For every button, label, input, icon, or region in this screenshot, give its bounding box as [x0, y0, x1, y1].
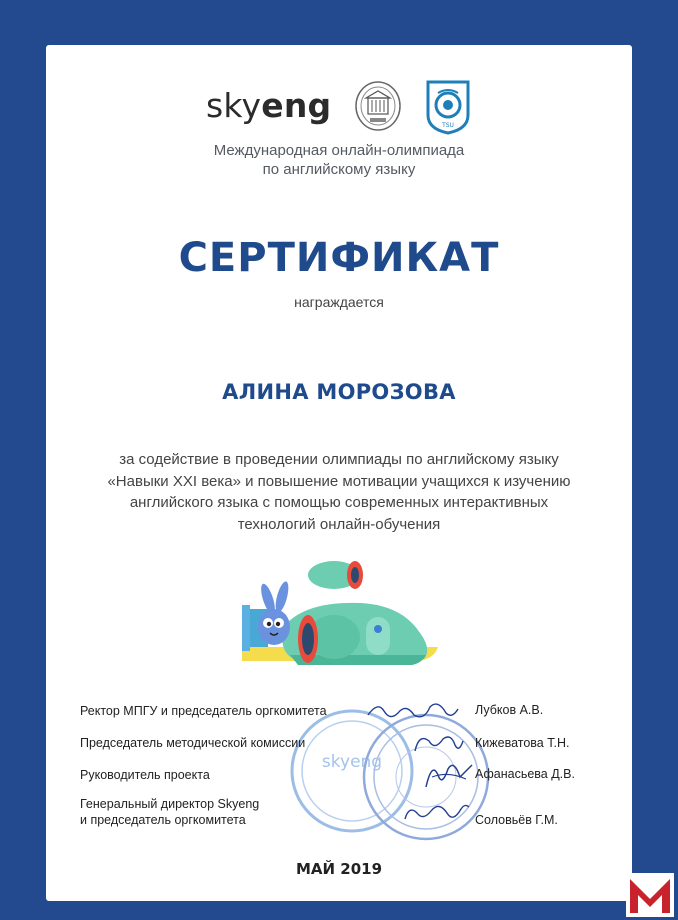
stamp-text: skyeng	[321, 752, 383, 772]
signature-solovyov	[401, 797, 471, 827]
certificate-date: МАЙ 2019	[295, 860, 383, 878]
skyeng-logo	[206, 86, 331, 125]
signature-lubkov	[366, 697, 461, 725]
signatory-name: Лубков А.В.	[475, 703, 544, 717]
olympiad-line-1: Международная онлайн-олимпиада	[213, 142, 465, 159]
reason-line: английского языка с помощью современных интерактивных	[129, 494, 549, 511]
signatory-role-line-2: и председатель оргкомитета	[80, 812, 246, 827]
signatory-role: Руководитель проекта	[80, 768, 210, 782]
recipient-name: АЛИНА МОРОЗОВА	[222, 380, 456, 404]
signatory-role: Ректор МПГУ и председатель оргкомитета	[80, 704, 327, 718]
olympiad-subtitle	[46, 141, 632, 179]
award-reason	[76, 449, 602, 535]
certificate-title: СЕРТИФИКАТ	[178, 235, 500, 281]
certificate-sheet	[46, 45, 632, 901]
skyeng-logo-bold: eng	[261, 86, 332, 125]
signatory-role-line-1: Генеральный директор Skyeng	[80, 797, 260, 811]
bunny-airplane-illustration	[242, 555, 438, 680]
olympiad-line-2: по английскому языку	[262, 161, 416, 178]
tsu-logo-text: TSU	[442, 122, 454, 129]
reason-line: технологий онлайн-обучения	[237, 515, 441, 533]
signatory-name: Кижеватова Т.Н.	[475, 736, 570, 750]
signatory-role	[80, 797, 259, 828]
awarded-label: награждается	[294, 294, 384, 310]
reason-line: «Навыки XXI века» и повышение мотивации учащихся к изучению	[107, 472, 571, 490]
logo-row	[46, 78, 632, 138]
signatory-role: Председатель методической комиссии	[80, 736, 306, 750]
signature-afanasyeva	[418, 757, 478, 791]
signature-kizhevatova	[411, 731, 466, 757]
signatory-name: Соловьёв Г.М.	[475, 813, 558, 827]
university-seal-icon	[354, 80, 402, 132]
reason-line: за содействие в проведении олимпиады по английскому языку	[119, 451, 559, 468]
m-corner-logo	[626, 873, 674, 917]
signatory-name: Афанасьева Д.В.	[475, 767, 575, 781]
skyeng-logo-light: sky	[206, 86, 262, 125]
tsu-emblem-icon	[424, 79, 472, 135]
